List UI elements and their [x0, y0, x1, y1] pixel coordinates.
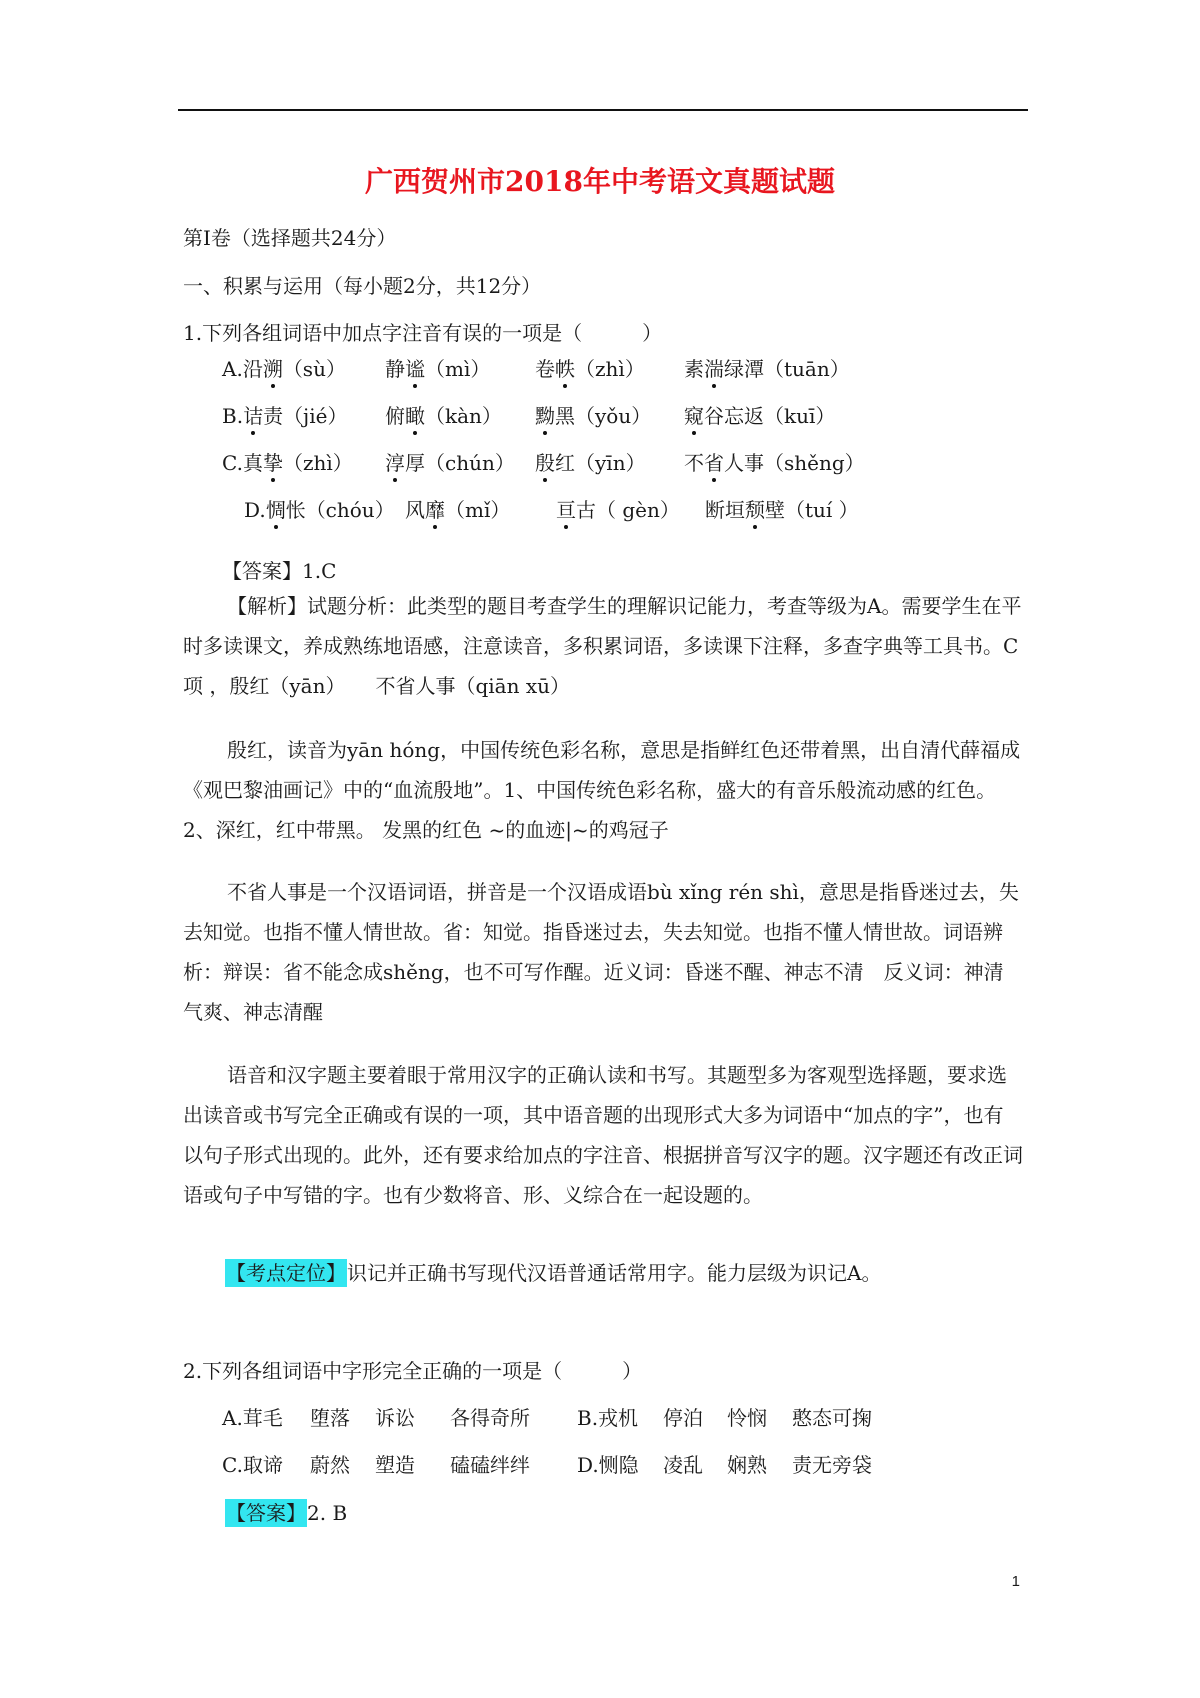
- pronunciation: （mì）: [425, 357, 491, 381]
- word-part: 俯: [385, 404, 405, 428]
- q2-option-word: A.茸毛: [222, 1406, 283, 1430]
- q1-kaodian: [225, 1257, 881, 1286]
- word-part: 人事: [724, 451, 764, 475]
- q2-option-word: 责无旁袋: [792, 1453, 872, 1477]
- q1-option-item: [705, 494, 859, 523]
- q2-option-word: 凌乱: [663, 1453, 703, 1477]
- q1-option-item: [535, 447, 646, 476]
- q1-option-item: [385, 447, 515, 476]
- q1-option-item: [385, 400, 502, 429]
- q1-stem: 1.下列各组词语中加点字注音有误的一项是（ ）: [183, 321, 663, 345]
- pronunciation: （chóu）: [305, 498, 395, 522]
- word-part: 厚: [405, 451, 425, 475]
- word-part: 责: [263, 404, 284, 428]
- header-rule: [178, 109, 1028, 111]
- dotted-char: 惆: [266, 494, 286, 523]
- dotted-char: 谧: [405, 353, 425, 382]
- q2-option-word: 憨态可掬: [792, 1406, 872, 1430]
- dotted-char: 亘: [556, 494, 576, 523]
- option-letter: A.: [222, 357, 243, 381]
- dotted-char: 黝: [535, 400, 555, 429]
- q1-answer: [222, 555, 336, 584]
- word-part: 静: [385, 357, 405, 381]
- word-part: 古: [576, 498, 596, 522]
- q2-option-word: 堕落: [310, 1406, 350, 1430]
- word-part: 真: [242, 451, 263, 475]
- q1-paragraph-buxingrenshi: 不省人事是一个汉语词语，拼音是一个汉语成语bù xǐng rén shì，意思是指昏迷过去，失去知觉。也指不懂人情世故。省：知觉。指昏迷过去，失去知觉。也指不懂人情世故。词语辨析：辩误：省不能念成shěng，也不可写作醒。近义词：昏迷不醒、神志不清 反义词：神清气爽、神志清醒: [183, 880, 1019, 1024]
- answer-label: 【答案】: [222, 559, 302, 583]
- pronunciation: （tuān）: [764, 357, 850, 381]
- q2-option-word: 娴熟: [727, 1453, 767, 1477]
- dotted-char: 湍: [704, 353, 724, 382]
- pronunciation: （jié）: [283, 404, 348, 428]
- dotted-char: 瞰: [405, 400, 425, 429]
- q1-option-item: [405, 494, 510, 523]
- pronunciation: （shěng）: [764, 451, 865, 475]
- word-part: 壁: [765, 498, 785, 522]
- pronunciation: （chún）: [425, 451, 515, 475]
- q1-option-item: [244, 494, 395, 523]
- word-part: 红: [555, 451, 575, 475]
- pronunciation: （yīn）: [575, 451, 646, 475]
- q2-option-word: 塑造: [375, 1453, 415, 1477]
- q1-option-item: [684, 447, 865, 476]
- word-part: 绿潭: [724, 357, 764, 381]
- q2-stem: 2.下列各组词语中字形完全正确的一项是（ ）: [183, 1359, 643, 1383]
- pronunciation: （kuī）: [764, 404, 836, 428]
- answer-label: 【答案】: [226, 1501, 306, 1525]
- dotted-char: 颓: [745, 494, 765, 523]
- pronunciation: （ gèn）: [596, 498, 680, 522]
- word-part: 怅: [285, 498, 306, 522]
- q1-option-item: [535, 353, 645, 382]
- word-part: 沿: [242, 357, 263, 381]
- q1-option-item: [385, 353, 490, 382]
- pronunciation: （zhì）: [575, 357, 645, 381]
- word-part: 素: [684, 357, 704, 381]
- dotted-char: 帙: [555, 353, 575, 382]
- q2-option-word: C.取谛: [222, 1453, 283, 1477]
- pronunciation: （zhì）: [282, 451, 353, 475]
- q2-option-word: B.戎机: [577, 1406, 639, 1430]
- q2-option-word: 诉讼: [375, 1406, 415, 1430]
- q2-answer: [225, 1497, 347, 1526]
- q1-option-item: [684, 400, 835, 429]
- answer-value: 2. B: [307, 1501, 348, 1525]
- word-part: 谷忘返: [704, 404, 764, 428]
- q2-option-word: D.恻隐: [577, 1453, 639, 1477]
- q1-option-item: [222, 400, 348, 429]
- pronunciation: （kàn）: [425, 404, 502, 428]
- q1-option-item: [684, 353, 850, 382]
- pronunciation: （yǒu）: [575, 404, 652, 428]
- dotted-char: 殷: [535, 447, 555, 476]
- option-letter: D.: [244, 498, 266, 522]
- q1-paragraph-summary: 语音和汉字题主要着眼于常用汉字的正确认读和书写。其题型多为客观型选择题，要求选出读音或书写完全正确或有误的一项，其中语音题的出现形式大多为词语中“加点的字”，也有以句子形式出现的。此外，还有要求给加点的字注音、根据拼音写汉字的题。汉字题还有改正词语或句子中写错的字。也有少数将音、形、义综合在一起设题的。: [183, 1063, 1023, 1207]
- option-letter: B.: [222, 404, 244, 428]
- word-part: 断垣: [705, 498, 745, 522]
- q2-option-word: 怜悯: [727, 1406, 767, 1430]
- word-part: 不: [684, 451, 704, 475]
- q2-option-word: 各得奇所: [450, 1406, 530, 1430]
- q1-paragraph-yinhong: 殷红，读音为yān hóng，中国传统色彩名称，意思是指鲜红色还带着黑，出自清代薛福成《观巴黎油画记》中的“血流殷地”。1、中国传统色彩名称，盛大的有音乐般流动感的红色。2、深红，红中带黑。 发黑的红色 ~的血迹|~的鸡冠子: [183, 738, 1021, 842]
- dotted-char: 省: [704, 447, 724, 476]
- word-part: 风: [405, 498, 425, 522]
- q2-option-word: 蔚然: [310, 1453, 350, 1477]
- kaodian-text: 识记并正确书写现代汉语普通话常用字。能力层级为识记A。: [347, 1261, 882, 1285]
- q1-analysis: 【解析】试题分析：此类型的题目考查学生的理解识记能力，考查等级为A。需要学生在平时多读课文，养成熟练地语感，注意读音，多积累词语，多读课下注释，多查字典等工具书。C项 ，殷红（yān） 不省人事（qiān xū）: [183, 594, 1022, 698]
- word-part: 卷: [535, 357, 555, 381]
- q1-option-item: [535, 400, 651, 429]
- dotted-char: 靡: [425, 494, 445, 523]
- q2-option-word: 停泊: [663, 1406, 703, 1430]
- q1-option-item: [556, 494, 680, 523]
- part-heading: 一、积累与运用（每小题2分，共12分）: [183, 274, 542, 298]
- page-number: 1: [1011, 1573, 1020, 1590]
- dotted-char: 诘: [243, 400, 263, 429]
- pronunciation: （tuí ）: [785, 498, 859, 522]
- pronunciation: （mǐ）: [445, 498, 511, 522]
- dotted-char: 挚: [263, 447, 283, 476]
- dotted-char: 窥: [684, 400, 704, 429]
- word-part: 黑: [555, 404, 575, 428]
- q1-option-item: [222, 447, 353, 476]
- pronunciation: （sù）: [282, 357, 346, 381]
- section-heading: 第I卷（选择题共24分）: [183, 226, 397, 250]
- q1-option-item: [222, 353, 346, 382]
- kaodian-label: 【考点定位】: [226, 1261, 346, 1285]
- dotted-char: 淳: [385, 447, 405, 476]
- dotted-char: 溯: [263, 353, 283, 382]
- q2-option-word: 磕磕绊绊: [450, 1453, 530, 1477]
- answer-value: 1.C: [302, 559, 337, 583]
- option-letter: C.: [222, 451, 243, 475]
- document-title: 广西贺州市2018年中考语文真题试题: [365, 165, 835, 198]
